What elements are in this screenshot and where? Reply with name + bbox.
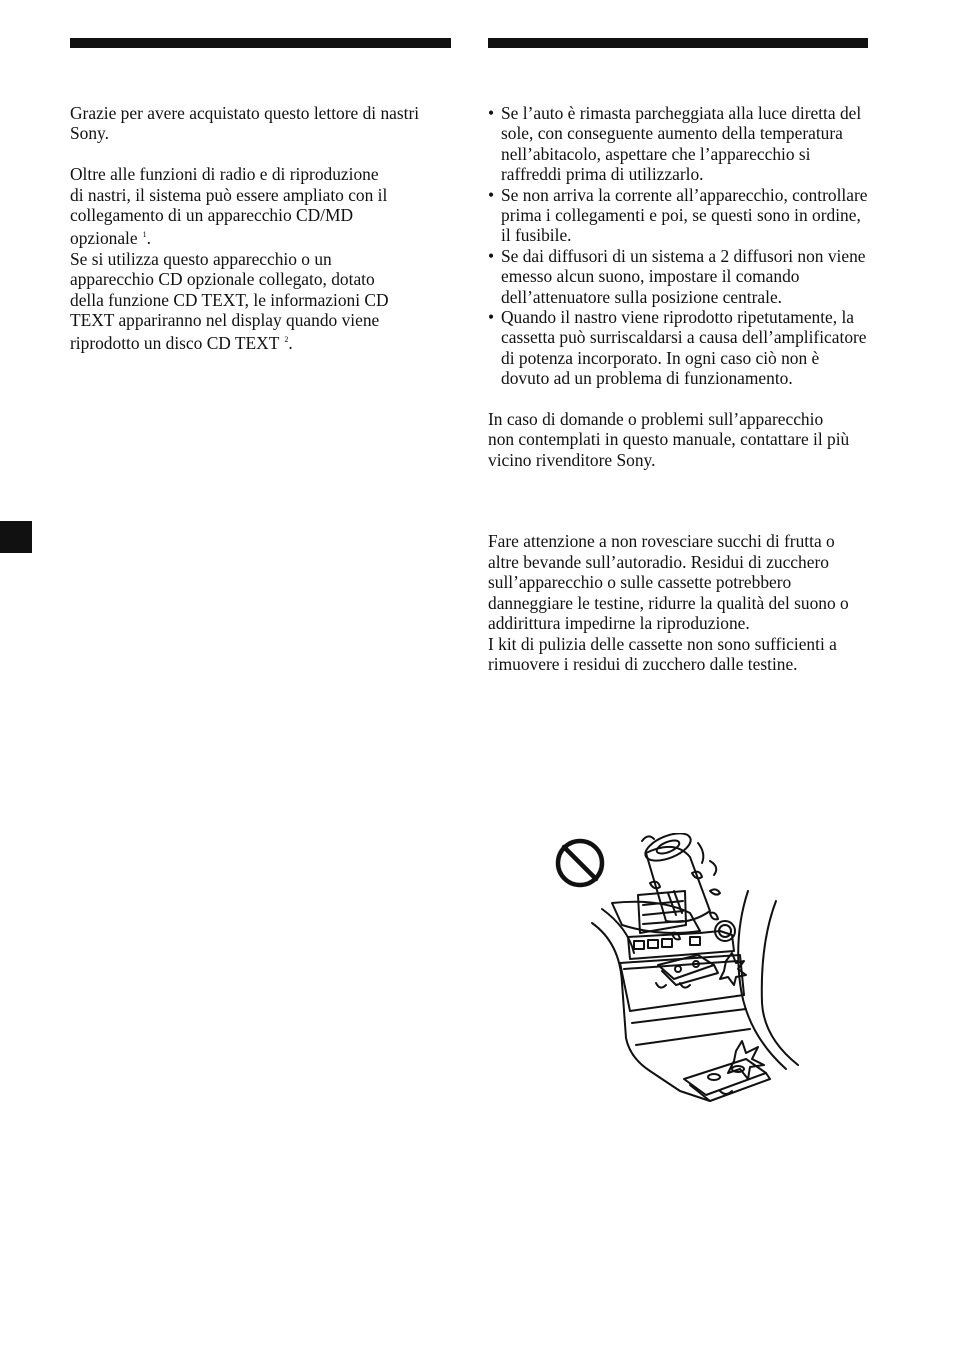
list-item: • Se dai diffusori di un sistema a 2 diffusori non viene emesso alcun suono, impostare il comando dell’attenuatore sulla posizione centrale. bbox=[488, 245, 866, 307]
no-drink-spill-icon bbox=[550, 833, 800, 1103]
right-column bbox=[488, 103, 868, 674]
cd-text-line-4: TEXT appariranno nel display quando viene bbox=[70, 310, 380, 331]
features-line-4: opzionale bbox=[70, 228, 138, 249]
cd-text-paragraph: Se si utilizza questo apparecchio o un apparecchio CD opzionale collegato, dotato della funzione CD TEXT, le informazioni CD TEXT appariranno nel display quando viene riprodotto un disco CD TEXT $^2$. bbox=[70, 248, 389, 354]
cd-text-line-3: della funzione CD TEXT, le informazioni CD bbox=[70, 289, 389, 310]
features-line-1: Oltre alle funzioni di radio e di riproduzione bbox=[70, 164, 379, 185]
footnote-ref-2: 2 bbox=[284, 335, 289, 345]
spill-warning-paragraph: Fare attenzione a non rovesciare succhi di frutta o altre bevande sull’autoradio. Residui di zucchero sull’apparecchio o sulle cassette potrebbero danneggiare le testine, ridurre la qualità del suono o addirittura impedirne la riproduzione. bbox=[488, 531, 849, 634]
precautions-list bbox=[488, 103, 868, 389]
list-item: • Se l’auto è rimasta parcheggiata alla luce diretta del sole, con conseguente aumento della temperatura nell’abitacolo, aspettare che l’apparecchio si raffreddi prima di utilizzarlo. bbox=[488, 103, 862, 185]
cd-text-line-5: riprodotto un disco CD TEXT bbox=[70, 333, 280, 354]
list-item: • Quando il nastro viene riprodotto ripetutamente, la cassetta può surriscaldarsi a causa dell’amplificatore di potenza incorporato. In ogni caso ciò non è dovuto ad un problema di funzionamento. bbox=[488, 307, 867, 389]
left-header-rule bbox=[70, 38, 451, 48]
features-line-2: di nastri, il sistema può essere ampliato con il bbox=[70, 184, 388, 205]
cd-text-line-1: Se si utilizza questo apparecchio o un bbox=[70, 248, 332, 269]
cd-text-line-2: apparecchio CD opzionale collegato, dotato bbox=[70, 269, 375, 290]
footnote-ref-1: 1 bbox=[142, 230, 147, 240]
intro-paragraph: Grazie per avere acquistato questo lettore di nastri Sony. bbox=[70, 103, 420, 144]
list-item: • Se non arriva la corrente all’apparecchio, controllare prima i collegamenti e poi, se questi sono in ordine, il fusibile. bbox=[488, 184, 868, 246]
contact-paragraph: In caso di domande o problemi sull’apparecchio non contemplati in questo manuale, contattare il più vicino rivenditore Sony. bbox=[488, 409, 850, 470]
left-column bbox=[70, 103, 455, 354]
features-paragraph: Oltre alle funzioni di radio e di riproduzione di nastri, il sistema può essere ampliato con il collegamento di un apparecchio CD/MD opzionale $^1$. bbox=[70, 164, 388, 249]
features-line-3: collegamento di un apparecchio CD/MD bbox=[70, 205, 353, 226]
section-tab-marker bbox=[0, 521, 32, 553]
right-header-rule bbox=[488, 38, 868, 48]
cleaning-kit-paragraph: I kit di pulizia delle cassette non sono sufficienti a rimuovere i residui di zucchero dalle testine. bbox=[488, 633, 837, 674]
